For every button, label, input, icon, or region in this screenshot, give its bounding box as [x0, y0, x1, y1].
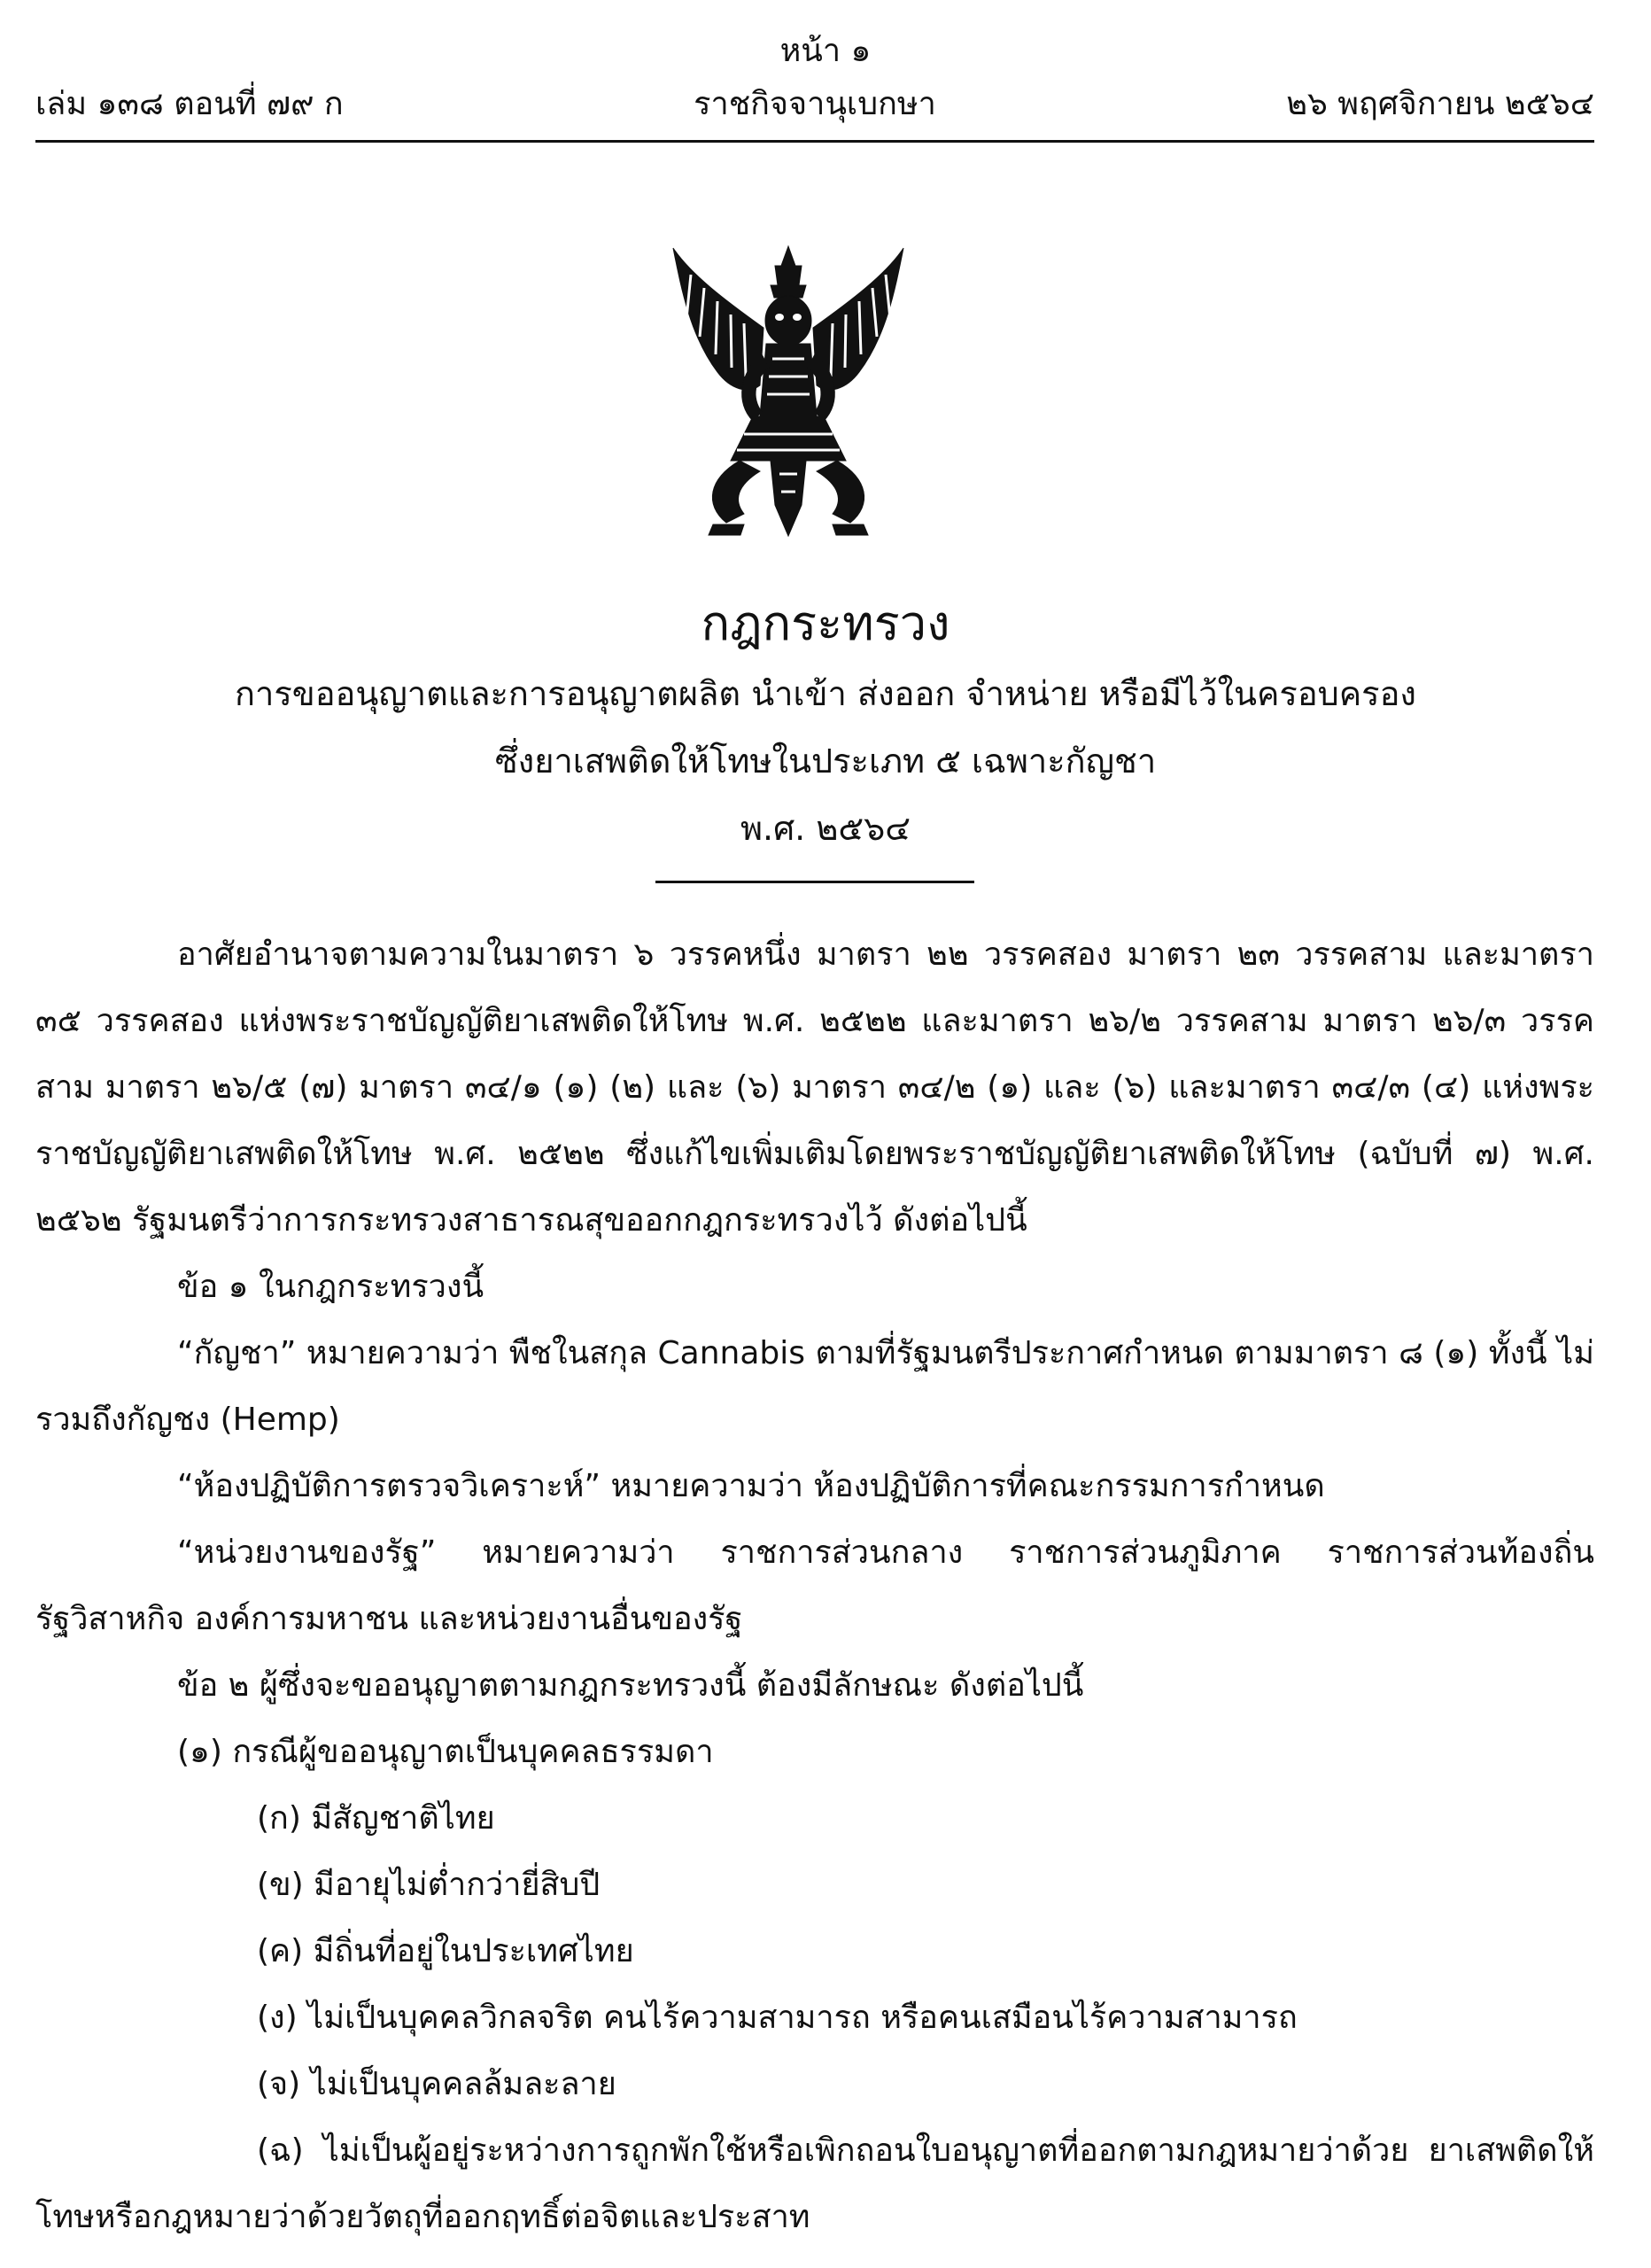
- sub-item-d: (ง) ไม่เป็นบุคคลวิกลจริต คนไร้ความสามารถ หรือคนเสมือนไร้ความสามารถ: [257, 2000, 1298, 2036]
- clause-2-item-1: (๑) กรณีผู้ขออนุญาตเป็นบุคคลธรรมดา: [177, 1734, 714, 1770]
- sub-item-b: (ข) มีอายุไม่ต่ำกว่ายี่สิบปี: [257, 1867, 601, 1903]
- definition-cannabis: “กัญชา” หมายความว่า พืชในสกุล Cannabis ตามที่รัฐมนตรีประกาศกำหนด ตามมาตรา ๘ (๑) ทั้งนี้ ไม่รวมถึงกัญชง (Hemp): [35, 1335, 1594, 1438]
- volume-issue: เล่ม ๑๓๘ ตอนที่ ๗๙ ก: [35, 86, 344, 122]
- preamble-paragraph: อาศัยอำนาจตามความในมาตรา ๖ วรรคหนึ่ง มาตรา ๒๒ วรรคสอง มาตรา ๒๓ วรรคสาม และมาตรา ๓๕ วรรคสอง แห่งพระราชบัญญัติยาเสพติดให้โทษ พ.ศ. ๒๕๒๒ และมาตรา ๒๖/๒ วรรคสาม มาตรา ๒๖/๓ วรรคสาม มาตรา ๒๖/๕ (๗) มาตรา ๓๔/๑ (๑) (๒) และ (๖) มาตรา ๓๔/๒ (๑) และ (๖) และมาตรา ๓๔/๓ (๔) แห่งพระราชบัญญัติยาเสพติดให้โทษ พ.ศ. ๒๕๒๒ ซึ่งแก้ไขเพิ่มเติมโดยพระราชบัญญัติยาเสพติดให้โทษ (ฉบับที่ ๗) พ.ศ. ๒๕๖๒ รัฐมนตรีว่าการกระทรวงสาธารณสุขออกกฎกระทรวงไว้ ดังต่อไปนี้: [35, 936, 1594, 1239]
- definition-state-agency: “หน่วยงานของรัฐ” หมายความว่า ราชการส่วนกลาง ราชการส่วนภูมิภาค ราชการส่วนท้องถิ่น รัฐวิสาหกิจ องค์การมหาชน และหน่วยงานอื่นของรัฐ: [35, 1534, 1594, 1637]
- title-line-2: ซึ่งยาเสพติดให้โทษในประเภท ๕ เฉพาะกัญชา: [494, 742, 1157, 781]
- header-divider: [35, 140, 1594, 143]
- title-year: พ.ศ. ๒๕๖๔: [740, 809, 911, 848]
- page-number: หน้า ๑: [779, 33, 872, 69]
- clause-2: ข้อ ๒ ผู้ซึ่งจะขออนุญาตตามกฎกระทรวงนี้ ต้องมีลักษณะ ดังต่อไปนี้: [177, 1667, 1084, 1704]
- publication-name: ราชกิจจานุเบกษา: [694, 86, 936, 122]
- sub-item-a: (ก) มีสัญชาติไทย: [257, 1800, 495, 1837]
- title-divider: [655, 881, 974, 883]
- publication-date: ๒๖ พฤศจิกายน ๒๕๖๔: [1286, 86, 1594, 122]
- sub-item-f: (ฉ) ไม่เป็นผู้อยู่ระหว่างการถูกพักใช้หรือเพิกถอนใบอนุญาตที่ออกตามกฎหมายว่าด้วย ยาเสพติดให้โทษหรือกฎหมายว่าด้วยวัตถุที่ออกฤทธิ์ต่อจิตและประสาท: [35, 2132, 1594, 2235]
- garuda-emblem-icon: [655, 239, 921, 549]
- definition-lab: “ห้องปฏิบัติการตรวจวิเคราะห์” หมายความว่า ห้องปฏิบัติการที่คณะกรรมการกำหนด: [177, 1468, 1325, 1504]
- sub-item-e: (จ) ไม่เป็นบุคคลล้มละลาย: [257, 2066, 616, 2102]
- title-line-1: การขออนุญาตและการอนุญาตผลิต นำเข้า ส่งออก จำหน่าย หรือมีไว้ในครอบครอง: [235, 674, 1416, 713]
- document-body: [35, 921, 1594, 2250]
- gazette-header: [35, 78, 1594, 131]
- clause-1: ข้อ ๑ ในกฎกระทรวงนี้: [177, 1269, 484, 1305]
- document-title: กฎกระทรวง: [701, 595, 950, 651]
- sub-item-c: (ค) มีถิ่นที่อยู่ในประเทศไทย: [257, 1933, 634, 1969]
